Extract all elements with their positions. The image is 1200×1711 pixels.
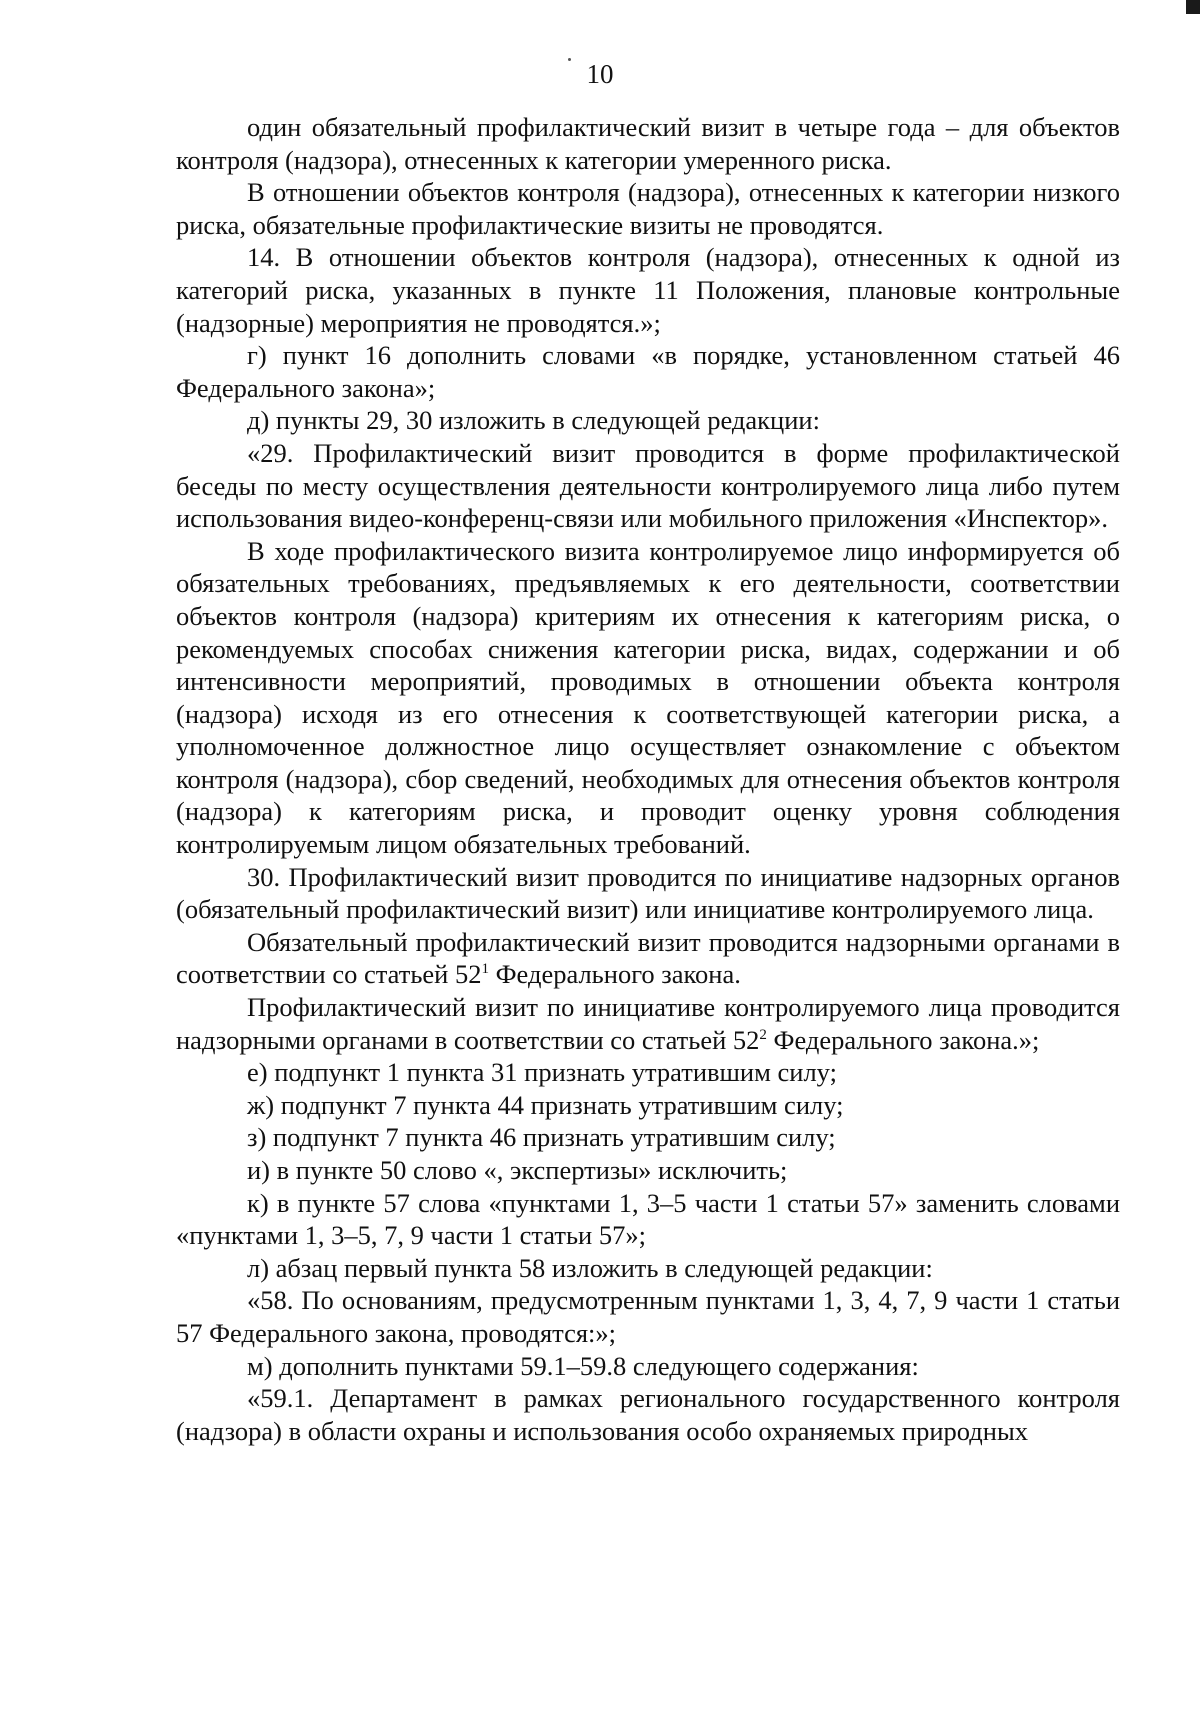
paragraph-9 (176, 926, 1120, 991)
page-number: 10 (586, 59, 614, 89)
paragraph-19: «59.1. Департамент в рамках регионального государственного контроля (надзора) в области охраны и использования особо охраняемых природных (176, 1383, 1120, 1446)
paragraph-4: г) пункт 16 дополнить словами «в порядке, установленном статьей 46 Федерального закона»; (176, 340, 1120, 403)
paragraph-14: и) в пункте 50 слово «, экспертизы» исключить; (247, 1155, 788, 1185)
paragraph-12: ж) подпункт 7 пункта 44 признать утратившим силу; (247, 1089, 844, 1120)
paragraph-3: 14. В отношении объектов контроля (надзора), отнесенных к одной из категорий риска, указанных в пункте 11 Положения, плановые контрольные (надзорные) мероприятия не проводятся.»; (176, 242, 1120, 338)
paragraph-15: к) в пункте 57 слова «пунктами 1, 3–5 части 1 статьи 57» заменить словами «пунктами 1, 3–5, 7, 9 части 1 статьи 57»; (176, 1187, 1120, 1251)
document-body (176, 111, 1120, 1447)
paragraph-10-tail: Федерального закона.»; (766, 1024, 1040, 1055)
paragraph-11: е) подпункт 1 пункта 31 признать утратившим силу; (247, 1057, 837, 1088)
paragraph-2: В отношении объектов контроля (надзора), отнесенных к категории низкого риска, обязательные профилактические визиты не проводятся. (176, 177, 1120, 240)
paragraph-17: «58. По основаниям, предусмотренным пунктами 1, 3, 4, 7, 9 части 1 статьи 57 Федерального закона, проводятся:»; (176, 1285, 1120, 1348)
paragraph-6: «29. Профилактический визит проводится в форме профилактической беседы по месту осуществления деятельности контролируемого лица либо путем использования видео-конференц-связи или мобильного приложения «Инспектор». (176, 437, 1120, 534)
superscript-2: 2 (759, 1026, 767, 1043)
superscript-1: 1 (481, 961, 489, 978)
paragraph-8: 30. Профилактический визит проводится по инициативе надзорных органов (обязательный профилактический визит) или инициативе контролируемого лица. (176, 861, 1120, 925)
paragraph-10-text: Профилактический визит по инициативе контролируемого лица проводится надзорными органами в соответствии со статьей 52 (176, 992, 1120, 1055)
paragraph-9-text: Обязательный профилактический визит проводится надзорными органами в соответствии со статьей 52 (176, 926, 1120, 990)
paragraph-5: д) пункты 29, 30 изложить в следующей редакции: (247, 405, 820, 436)
paragraph-7: В ходе профилактического визита контролируемое лицо информируется об обязательных требованиях, предъявляемых к его деятельности, соответствии объектов контроля (надзора) критериям их отнесения к категориям риска, о рекомендуемых способах снижения категории риска, видах, содержании и об интенсивности мероприятий, проводимых в отношении объекта контроля (надзора) исходя из его отнесения к соответствующей категории риска, а уполномоченное должностное лицо осуществляет ознакомление с объектом контроля (надзора), сбор сведений, необходимых для отнесения объектов контроля (надзора) к категориям риска, и проводит оценку уровня соблюдения контролируемым лицом обязательных требований. (176, 535, 1120, 860)
paragraph-9-tail: Федерального закона. (488, 959, 741, 990)
paragraph-10 (176, 991, 1120, 1056)
paragraph-18: м) дополнить пунктами 59.1–59.8 следующего содержания: (247, 1350, 919, 1381)
paragraph-13: з) подпункт 7 пункта 46 признать утратившим силу; (247, 1122, 836, 1153)
paragraph-16: л) абзац первый пункта 58 изложить в следующей редакции: (247, 1252, 933, 1283)
paragraph-1: один обязательный профилактический визит в четыре года – для объектов контроля (надзора), отнесенных к категории умеренного риска. (176, 112, 1120, 175)
scan-corner-mark (1186, 0, 1200, 14)
